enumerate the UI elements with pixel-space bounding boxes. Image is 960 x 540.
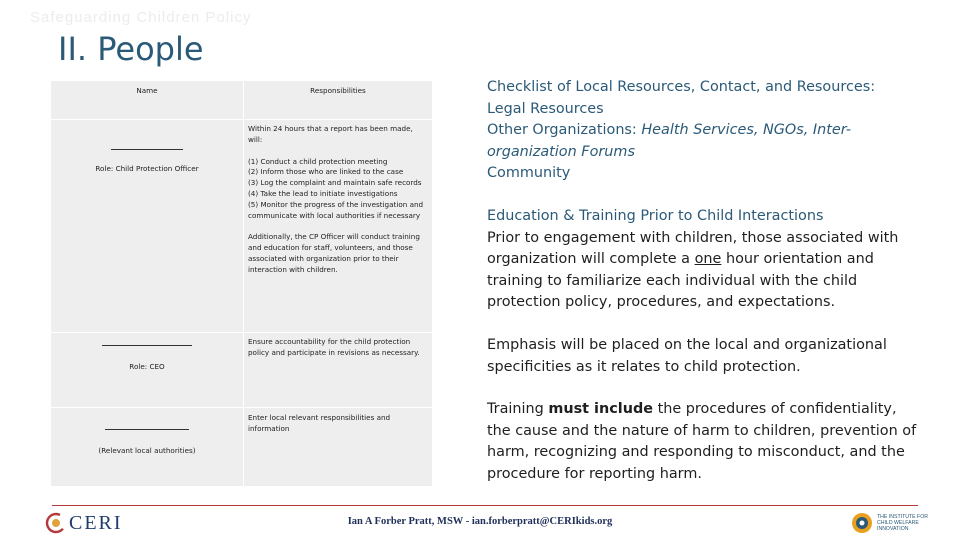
education-title: Education & Training Prior to Child Interactions	[487, 207, 824, 224]
training-must: must include	[548, 401, 654, 418]
sunburst-icon	[851, 512, 873, 534]
name-blank-line	[111, 141, 183, 150]
responsibilities-cell-cp-officer	[244, 120, 433, 333]
training-block	[487, 399, 917, 485]
duty-intro: Within 24 hours that a report has been made, will:	[248, 124, 413, 144]
table-row	[51, 333, 433, 408]
responsibilities-cell-local-authorities	[244, 408, 433, 487]
responsibilities-table	[50, 80, 433, 487]
page-title: II. People	[58, 30, 204, 68]
name-blank-line	[105, 421, 189, 430]
institute-logo	[851, 512, 937, 534]
name-header: Name	[51, 81, 244, 120]
training-post: the procedures of confidentiality, the cause and the nature of harm to children, prevention of harm, recognizing and responding to misconduct, and the procedure for reporting harm.	[487, 401, 917, 482]
name-cell-cp-officer	[51, 120, 244, 333]
footer-contact: Ian A Forber Pratt, MSW - ian.forberpratt@CERIkids.org	[347, 516, 613, 527]
name-cell-local-authorities	[51, 408, 244, 487]
name-cell-ceo	[51, 333, 244, 408]
table-row	[51, 120, 433, 333]
other-orgs-value: Health Services, NGOs, Inter-organization Forums	[487, 122, 852, 160]
responsibilities-cell-ceo	[244, 333, 433, 408]
role-label: Role: Child Protection Officer	[95, 163, 199, 173]
duty-item: (1) Conduct a child protection meeting	[248, 156, 388, 166]
local-duty: Enter local relevant responsibilities and information	[248, 413, 391, 433]
duty-item: (5) Monitor the progress of the investigation and communicate with local authorities if necessary	[248, 199, 424, 220]
duty-item: (2) Inform those who are linked to the case	[248, 167, 404, 177]
education-text-pre: Prior to engagement with children, those associated with organization will complete a	[487, 229, 899, 268]
name-blank-line	[102, 337, 192, 346]
ceo-duty: Ensure accountability for the child protection policy and participate in revisions as necessary.	[248, 337, 420, 357]
training-pre: Training	[487, 401, 544, 418]
additional-duty: Additionally, the CP Officer will conduct training and education for staff, volunteers, and those associated with organization prior to their interaction with children.	[248, 232, 420, 274]
education-one: one	[694, 251, 722, 268]
ghost-title: Safeguarding Children Policy	[30, 9, 252, 26]
community: Community	[487, 165, 571, 182]
education-block	[487, 206, 917, 314]
duty-item: (4) Take the lead to initiate investigations	[248, 188, 398, 198]
role-label: Role: CEO	[129, 361, 165, 371]
emphasis-text: Emphasis will be placed on the local and organizational specificities as it relates to child protection.	[487, 336, 887, 375]
education-text-post: hour orientation and training to familiarize each individual with the child protection policy, procedures, and expectations.	[487, 251, 874, 311]
table-row	[51, 408, 433, 487]
role-label: (Relevant local authorities)	[98, 445, 196, 455]
table-header-row	[51, 81, 433, 120]
legal-resources: Legal Resources	[487, 100, 604, 117]
right-column	[487, 77, 917, 486]
checklist-block	[487, 77, 917, 185]
checklist-title: Checklist of Local Resources, Contact, and Resources:	[487, 79, 876, 95]
footer-divider	[52, 505, 918, 506]
other-orgs-label: Other Organizations:	[487, 122, 637, 139]
ceri-logo-text: CERI	[69, 511, 123, 534]
responsibilities-header: Responsibilities	[244, 81, 433, 120]
duty-item: (3) Log the complaint and maintain safe records	[248, 178, 422, 188]
institute-logo-text: THE INSTITUTE FOR CHILD WELFARE INNOVATION	[877, 514, 929, 532]
